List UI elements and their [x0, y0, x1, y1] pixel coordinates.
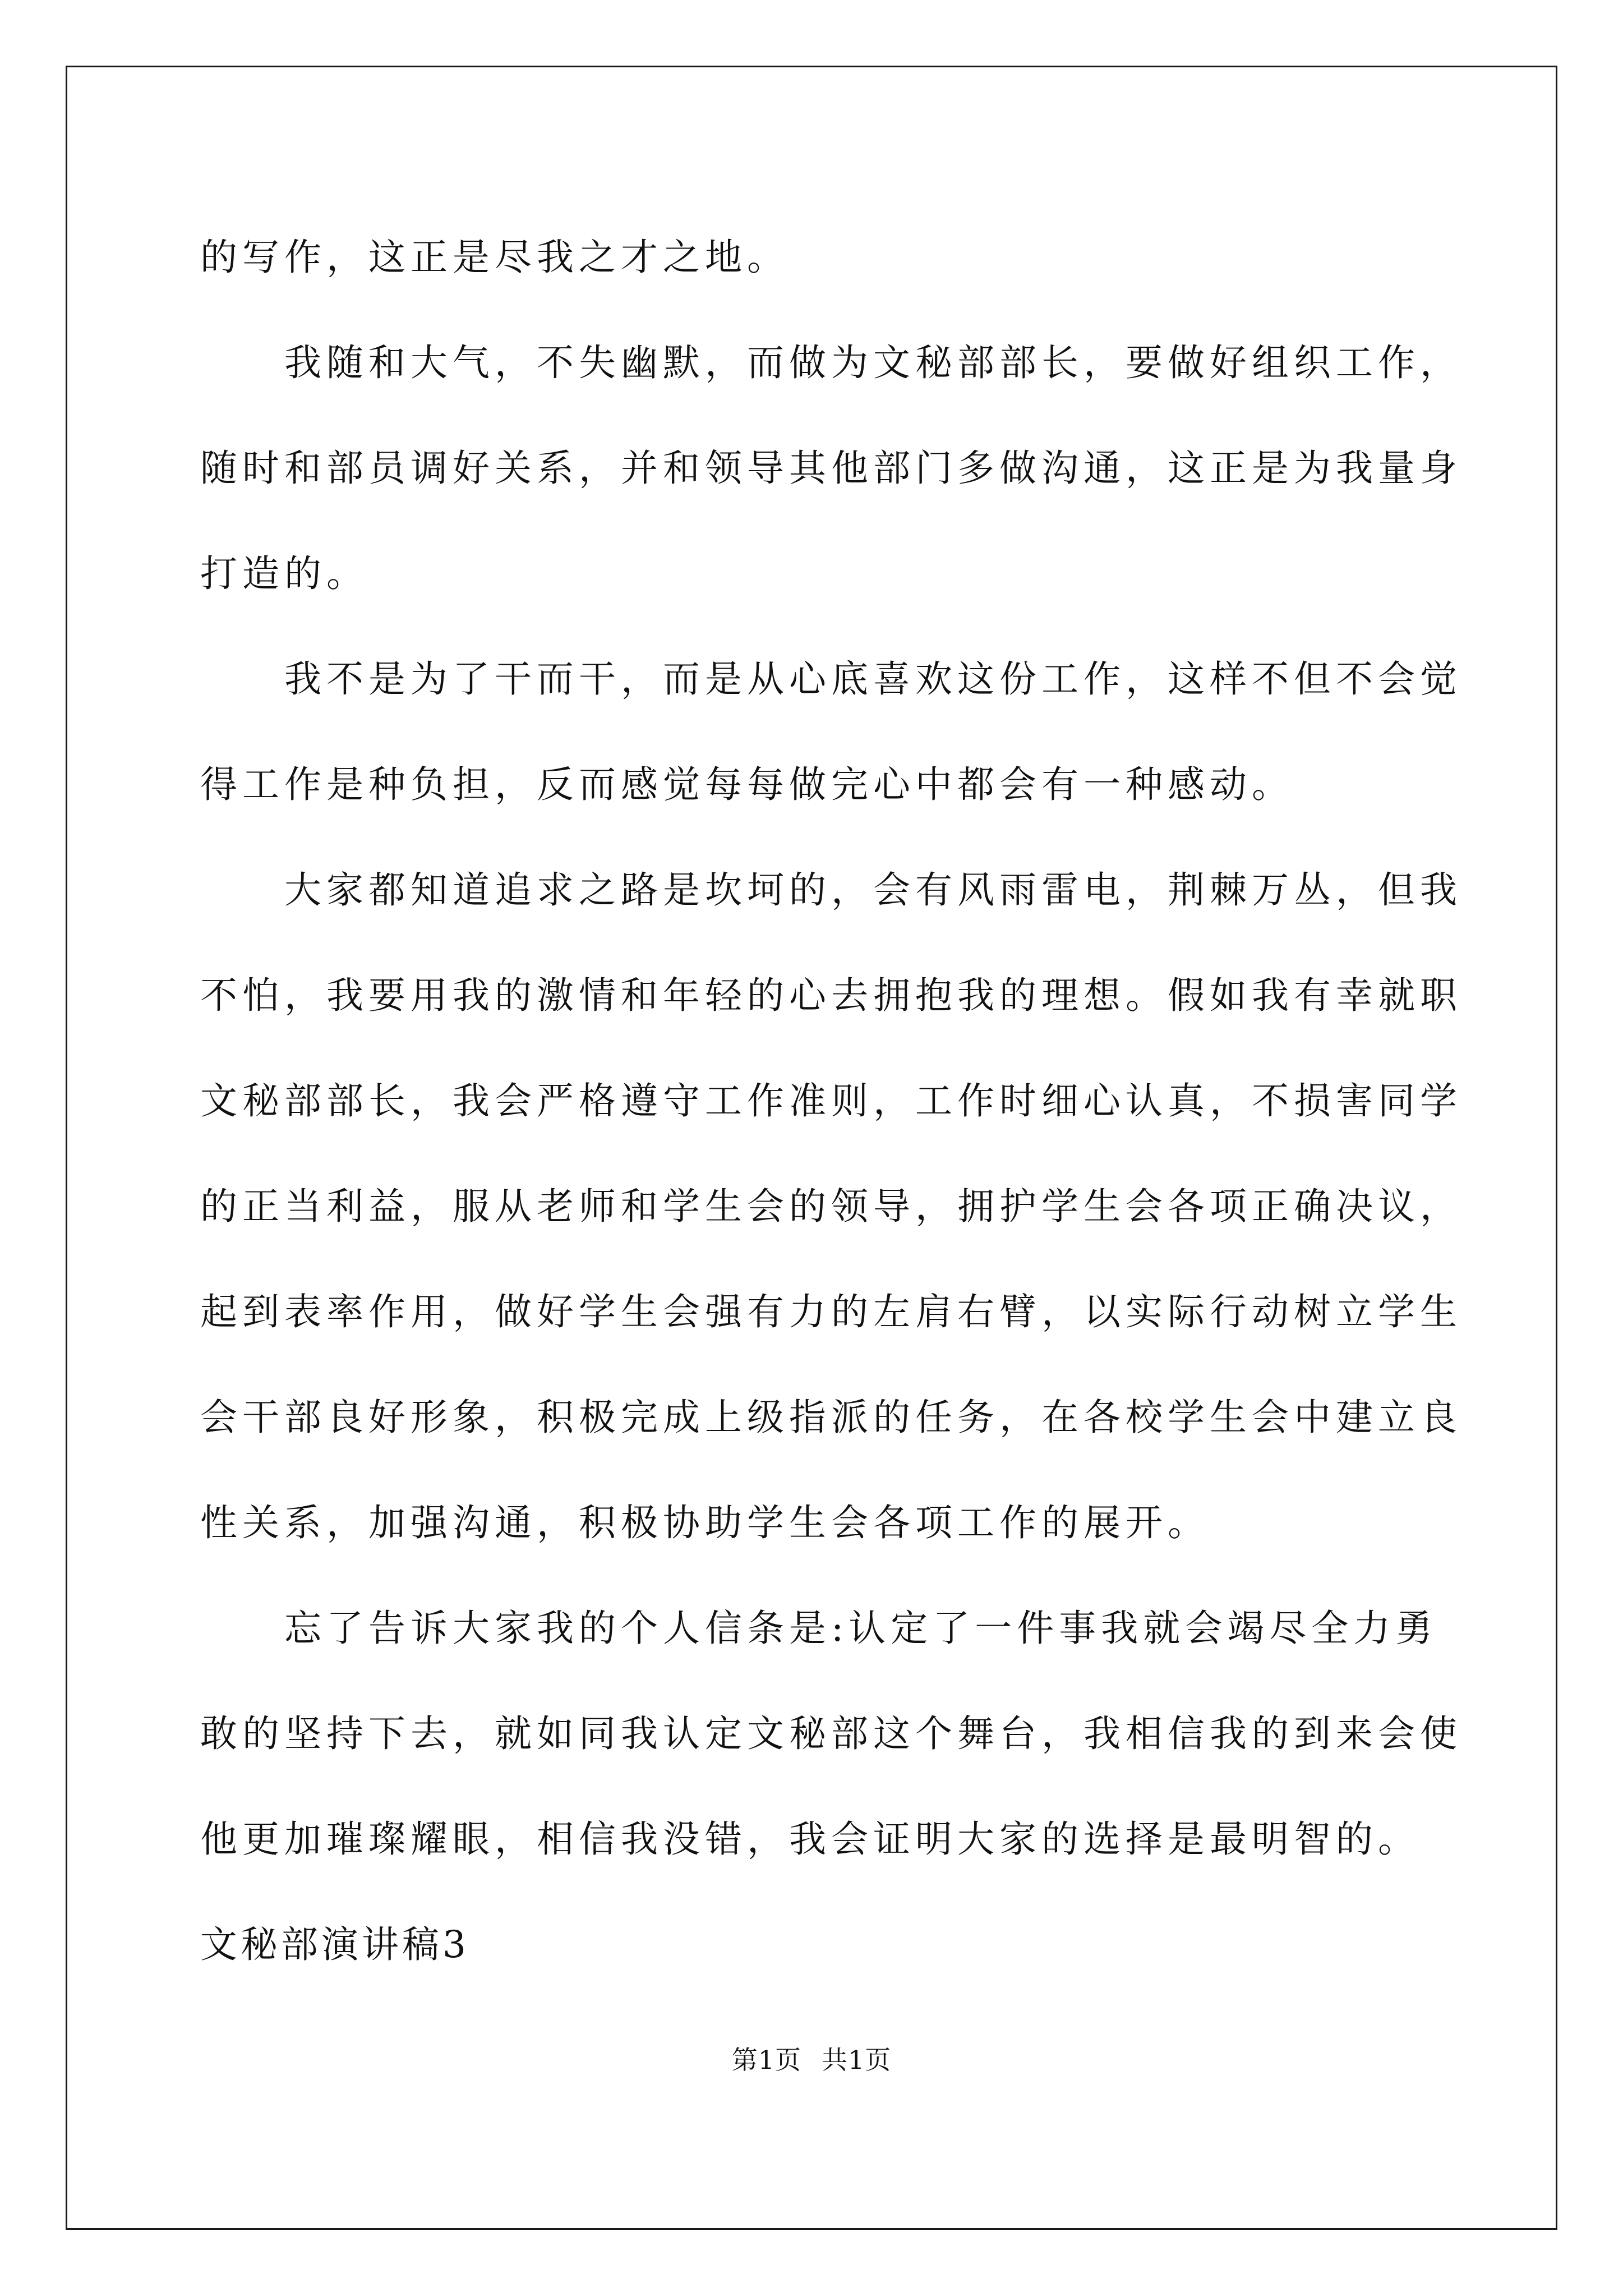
text-line: 会干部良好形象，积极完成上级指派的任务，在各校学生会中建立良 — [200, 1396, 1462, 1439]
document-body — [200, 205, 1462, 1998]
text-line: 性关系，加强沟通，积极协助学生会各项工作的展开。 — [200, 1501, 1210, 1544]
text-line: 的写作，这正是尽我之才之地。 — [200, 236, 789, 279]
text-line: 起到表率作用，做好学生会强有力的左肩右臂，以实际行动树立学生 — [200, 1290, 1462, 1333]
page-footer — [0, 2043, 1623, 2077]
text-line: 随时和部员调好关系，并和领导其他部门多做沟通，这正是为我量身 — [200, 447, 1462, 490]
text-line: 得工作是种负担，反而感觉每每做完心中都会有一种感动。 — [200, 763, 1294, 806]
text-line: 敢的坚持下去，就如同我认定文秘部这个舞台，我相信我的到来会使 — [200, 1712, 1462, 1755]
text-line: 的正当利益，服从老师和学生会的领导，拥护学生会各项正确决议， — [200, 1185, 1462, 1228]
page-number-total: 共1页 — [822, 2045, 892, 2075]
text-line: 他更加璀璨耀眼，相信我没错，我会证明大家的选择是最明智的。 — [200, 1818, 1420, 1861]
paragraph-start-line: 我不是为了干而干，而是从心底喜欢这份工作，这样不但不会觉 — [284, 657, 1462, 701]
paragraph-start-line: 大家都知道追求之路是坎坷的，会有风雨雷电，荆棘万丛，但我 — [284, 868, 1462, 912]
page-number-current: 第1页 — [731, 2045, 801, 2075]
paragraph-start-line: 忘了告诉大家我的个人信条是:认定了一件事我就会竭尽全力勇 — [284, 1607, 1438, 1650]
section-heading: 文秘部演讲稿3 — [200, 1923, 469, 1966]
text-line: 文秘部部长，我会严格遵守工作准则，工作时细心认真，不损害同学 — [200, 1079, 1462, 1122]
text-line: 打造的。 — [200, 552, 368, 595]
text-line: 不怕，我要用我的激情和年轻的心去拥抱我的理想。假如我有幸就职 — [200, 974, 1462, 1017]
paragraph-start-line: 我随和大气，不失幽默，而做为文秘部部长，要做好组织工作， — [284, 341, 1462, 384]
